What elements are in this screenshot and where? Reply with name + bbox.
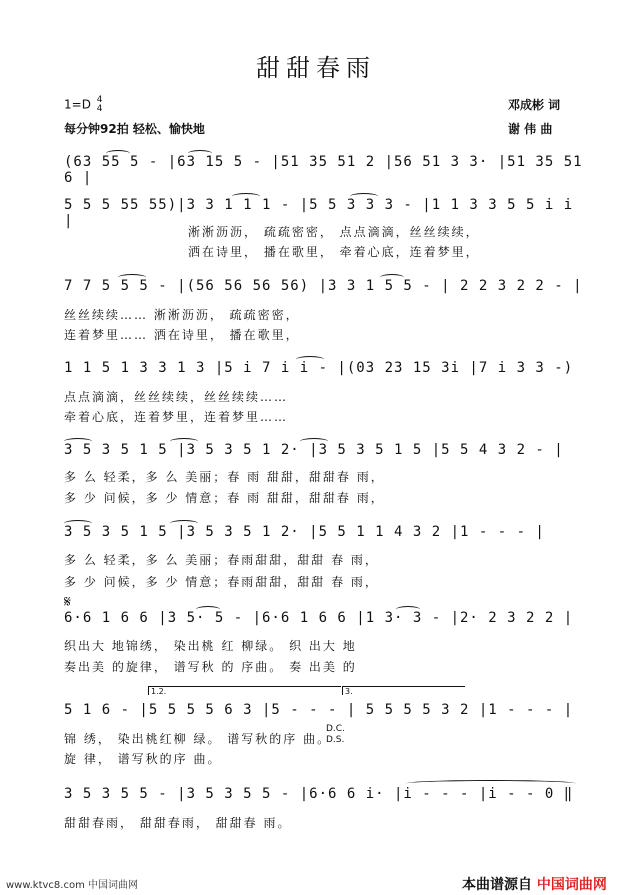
slur	[300, 438, 328, 445]
footer-site: www.ktvc8.com 中国词曲网	[6, 880, 139, 891]
composer: 谢 伟 曲	[508, 122, 553, 136]
lyric-line: 点点滴滴，丝丝续续，丝丝续续……	[64, 390, 289, 404]
slur	[64, 438, 92, 445]
volta-1-2: 1.2.	[148, 686, 341, 695]
lyric-line: 牵着心底，连着梦里，连着梦里……	[64, 410, 289, 424]
slur	[232, 193, 260, 200]
score-system-2: 5 5 5 55 55)|3 3 1 1 1 - |5 5 3 3 3 - |1 1 3 3 5 5 i i |	[64, 197, 574, 229]
lyricist: 邓成彬 词	[508, 98, 561, 112]
segno-sign: 𝄋	[64, 592, 71, 611]
time-num: 4	[96, 95, 103, 105]
slur	[350, 193, 378, 200]
lyric-line: 丝丝续续…… 淅淅沥沥， 疏疏密密，	[64, 308, 300, 322]
score-system-4: 1 1 5 1 3 3 1 3 |5 i 7 i i - |(03 23 15 3i |7 i 3 3 -)	[64, 360, 574, 376]
score-system-7: 6·6 1 6 6 |3 5· 5 - |6·6 1 6 6 |1 3· 3 - |2· 2 3 2 2 |	[64, 610, 574, 626]
lyric-line: 洒在诗里， 播在歌里， 牵着心底，连着梦里，	[188, 245, 480, 259]
lyric-line: 淅淅沥沥， 疏疏密密， 点点滴滴，丝丝续续，	[188, 225, 480, 239]
slur	[188, 150, 212, 157]
repeat-markings	[326, 724, 345, 746]
footer-source	[462, 874, 607, 894]
lyric-line: 旋 律， 谱写秋的序 曲。	[64, 752, 222, 766]
lyric-line: 多 少 问候，多 少 情意；春雨甜甜，甜甜 春 雨，	[64, 575, 379, 589]
slur	[64, 520, 92, 527]
footer-source-label: 本曲谱源自	[462, 877, 532, 893]
lyric-line: 连着梦里…… 洒在诗里， 播在歌里，	[64, 328, 300, 342]
footer-source-brand: 中国词曲网	[536, 877, 607, 893]
score-system-5: 3 5 3 5 1 5 |3 5 3 5 1 2· |3 5 3 5 1 5 |5 5 4 3 2 - |	[64, 442, 564, 458]
slur	[396, 606, 420, 613]
lyric-line: 织出大 地锦绣， 染出桃 红 柳绿。 织 出大 地	[64, 639, 357, 653]
slur	[106, 150, 130, 157]
lyric-line: 多 么 轻柔，多 么 美丽；春雨甜甜，甜甜 春 雨，	[64, 553, 379, 567]
time-den: 4	[96, 104, 103, 114]
lyric-line: 奏出美 的旋律， 谱写秋 的 序曲。 奏 出美 的	[64, 660, 357, 674]
tempo-marking: 每分钟92拍 轻松、愉快地	[64, 122, 205, 136]
ds-marking: D.S.	[326, 735, 345, 745]
slur	[380, 274, 404, 281]
lyric-line: 多 少 问候，多 少 情意；春 雨 甜甜，甜甜春 雨，	[64, 491, 385, 505]
slur	[196, 606, 220, 613]
volta-3: 3.	[342, 686, 465, 695]
score-system-1: (63 55 5 - |63 15 5 - |51 35 51 2 |56 51 3 3· |51 35 51 6 |	[64, 154, 583, 186]
slur	[296, 356, 324, 363]
lyric-line: 多 么 轻柔，多 么 美丽；春 雨 甜甜，甜甜春 雨，	[64, 470, 385, 484]
slur	[406, 780, 576, 787]
score-system-3: 7 7 5 5 5 - |(56 56 56 56) |3 3 1 5 5 - | 2 2 3 2 2 - |	[64, 278, 583, 294]
slur	[170, 520, 198, 527]
score-system-9: 3 5 3 5 5 - |3 5 3 5 5 - |6·6 6 i· |i - - - |i - - 0 ‖	[64, 786, 574, 802]
key-signature	[64, 96, 103, 114]
lyric-line: 锦 绣， 染出桃红柳 绿。 谱写秋的序 曲。	[64, 732, 332, 746]
slur	[118, 274, 146, 281]
page-title: 甜甜春雨	[256, 54, 376, 82]
dc-marking: D.C.	[326, 724, 345, 734]
lyric-line: 甜甜春雨， 甜甜春雨， 甜甜春 雨。	[64, 816, 292, 830]
score-system-6: 3 5 3 5 1 5 |3 5 3 5 1 2· |5 5 1 1 4 3 2 |1 - - - |	[64, 524, 545, 540]
key-label: 1=D	[64, 97, 91, 112]
score-system-8: 5 1 6 - |5 5 5 5 6 3 |5 - - - | 5 5 5 5 3 2 |1 - - - |	[64, 702, 574, 718]
slur	[170, 438, 198, 445]
